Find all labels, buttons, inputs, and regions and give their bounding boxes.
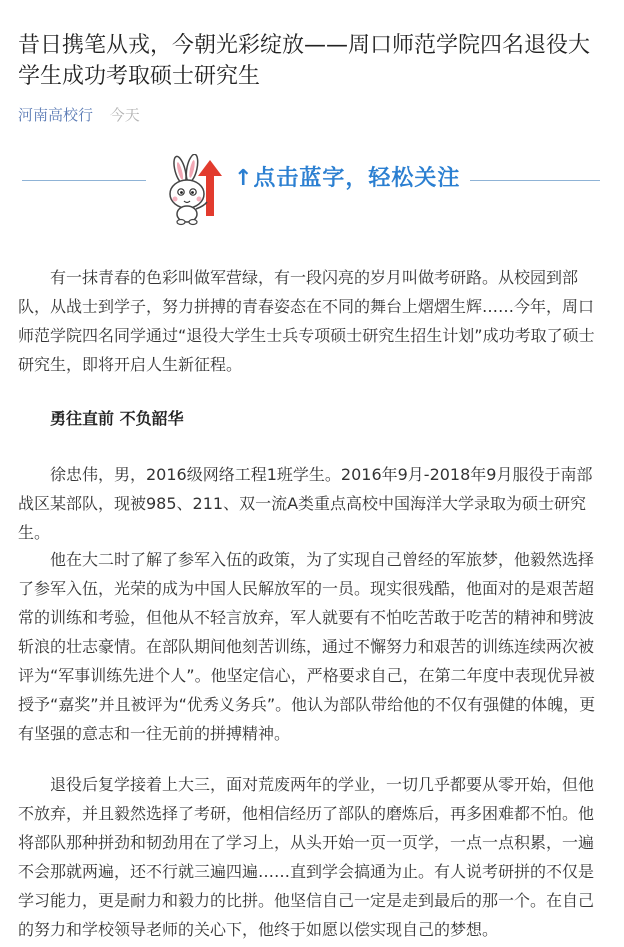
article-title: 昔日携笔从戎，今朝光彩绽放——周口师范学院四名退役大学生成功考取硕士研究生: [18, 33, 591, 89]
banner-divider-right: [470, 180, 600, 181]
section-heading: 勇往直前 不负韶华: [50, 409, 184, 428]
paragraph-intro: 有一抹青春的色彩叫做军营绿，有一段闪亮的岁月叫做考研路。从校园到部队，从战士到学子，努力拼搏的青春姿态在不同的舞台上熠熠生辉……今年，周口师范学院四名同学通过“退役大学生士兵专项硕士研究生招生计划”成功考取了硕士研究生，即将开启人生新征程。: [18, 268, 595, 374]
rabbit-mascot-icon: [160, 154, 226, 226]
paragraph-profile: 徐忠伟，男，2016级网络工程1班学生。2016年9月-2018年9月服役于南部战区某部队，现被985、211、双一流A类重点高校中国海洋大学录取为硕士研究生。: [18, 465, 593, 542]
account-name-link[interactable]: 河南高校行: [18, 106, 94, 124]
follow-cta-text[interactable]: ↑点击蓝字，轻松关注: [234, 166, 461, 191]
publish-date: 今天: [109, 106, 140, 124]
banner-divider-left: [22, 180, 146, 181]
paragraph-study: 退役后复学接着上大三，面对荒废两年的学业，一切几乎都要从零开始，但他不放弃，并且毅然选择了考研，他相信经历了部队的磨炼后，再多困难都不怕。他将部队那种拼劲和韧劲用在了学习上，从头开始一页一页学，一点一点积累，一遍不会那就两遍，还不行就三遍四遍……直到学会搞通为止。有人说考研拼的不仅是学习能力，更是耐力和毅力的比拼。他坚信自己一定是走到最后的那一个。在自己的努力和学校领导老师的关心下，他终于如愿以偿实现自己的梦想。: [18, 775, 595, 939]
paragraph-military: 他在大二时了解了参军入伍的政策，为了实现自己曾经的军旅梦，他毅然选择了参军入伍，光荣的成为中国人民解放军的一员。现实很残酷，他面对的是艰苦超常的训练和考验，但他从不轻言放弃，军人就要有不怕吃苦敢于吃苦的精神和劈波斩浪的壮志豪情。在部队期间他刻苦训练，通过不懈努力和艰苦的训练连续两次被评为“军事训练先进个人”。他坚定信心，严格要求自己，在第二年度中表现优异被授予“嘉奖”并且被评为“优秀义务兵”。他认为部队带给他的不仅有强健的体魄，更有坚强的意志和一往无前的拼搏精神。: [18, 550, 596, 743]
follow-banner[interactable]: [0, 150, 624, 230]
article-meta: [18, 104, 140, 126]
